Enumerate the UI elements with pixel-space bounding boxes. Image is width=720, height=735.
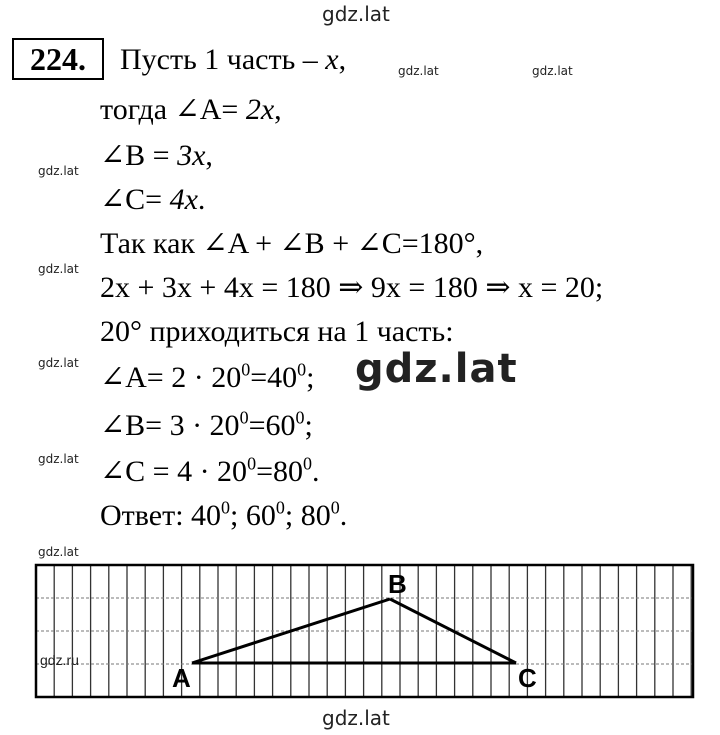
line-9-a: ∠C = 4 · 20	[100, 455, 248, 488]
degree-mark: 0	[297, 359, 307, 380]
intro-line	[120, 42, 346, 78]
intro-variable: x	[325, 43, 339, 76]
line-3-prefix: ∠C=	[100, 183, 170, 216]
line-1-end: ,	[274, 93, 282, 126]
watermark-left-5: gdz.lat	[38, 545, 79, 559]
line-8-a: ∠B= 3 · 20	[100, 409, 240, 442]
watermark-left-4: gdz.lat	[38, 452, 79, 466]
solution-line-9	[100, 454, 319, 490]
degree-mark: 0	[275, 497, 285, 518]
line-3-value: 4x	[169, 183, 198, 216]
intro-punct: ,	[338, 43, 347, 76]
solution-line-4: Так как ∠A + ∠B + ∠C=180°,	[100, 227, 484, 260]
watermark-inline: gdz.lat	[398, 64, 439, 78]
watermark-alt: gdz.ru	[40, 652, 79, 668]
answer-end: .	[339, 499, 348, 532]
line-8-c: ;	[304, 409, 313, 442]
degree-mark: 0	[221, 497, 231, 518]
label-b: B	[388, 569, 407, 599]
line-2-prefix: ∠B =	[100, 139, 178, 172]
answer-line	[100, 498, 347, 534]
degree-mark: 0	[247, 453, 257, 474]
line-7-b: =40	[250, 361, 298, 394]
answer-label: Ответ: 40	[100, 499, 222, 532]
solution-line-2	[100, 138, 213, 174]
grid-lines	[36, 565, 693, 697]
solution-line-8	[100, 408, 313, 444]
solution-line-1	[100, 92, 282, 128]
line-7-c: ;	[306, 361, 315, 394]
line-2-end: ,	[205, 139, 213, 172]
line-9-b: =80	[256, 455, 303, 488]
degree-mark: 0	[239, 407, 249, 428]
watermark-top: gdz.lat	[322, 2, 390, 26]
line-7-a: ∠A= 2 · 20	[100, 361, 242, 394]
watermark-bottom: gdz.lat	[322, 706, 390, 730]
line-2-value: 3x	[177, 139, 206, 172]
watermark-right: gdz.lat	[532, 64, 573, 78]
watermark-left-3: gdz.lat	[38, 356, 79, 370]
degree-mark: 0	[241, 359, 251, 380]
label-c: C	[518, 663, 537, 693]
watermark-big: gdz.lat	[355, 346, 518, 392]
degree-mark: 0	[302, 453, 312, 474]
answer-2: ; 60	[230, 499, 276, 532]
degree-mark: 0	[330, 497, 340, 518]
solution-line-6: 20° приходиться на 1 часть:	[100, 315, 454, 348]
line-1-prefix: тогда ∠A=	[100, 93, 239, 126]
problem-number: 224.	[12, 38, 104, 80]
triangle-figure	[0, 555, 720, 715]
line-9-c: .	[311, 455, 320, 488]
grid-svg	[0, 555, 720, 715]
line-3-end: .	[197, 183, 206, 216]
answer-3: ; 80	[284, 499, 331, 532]
line-1-value: 2x	[245, 93, 275, 126]
degree-mark: 0	[295, 407, 305, 428]
line-8-b: =60	[248, 409, 296, 442]
label-a: A	[172, 663, 191, 693]
solution-line-5: 2x + 3x + 4x = 180 ⇒ 9x = 180 ⇒ x = 20;	[100, 271, 604, 304]
solution-line-3	[100, 182, 205, 218]
intro-text: Пусть 1 часть –	[120, 43, 318, 76]
watermark-left-2: gdz.lat	[38, 262, 79, 276]
solution-line-7	[100, 360, 314, 396]
grid-border	[36, 565, 693, 697]
watermark-left-1: gdz.lat	[38, 164, 79, 178]
